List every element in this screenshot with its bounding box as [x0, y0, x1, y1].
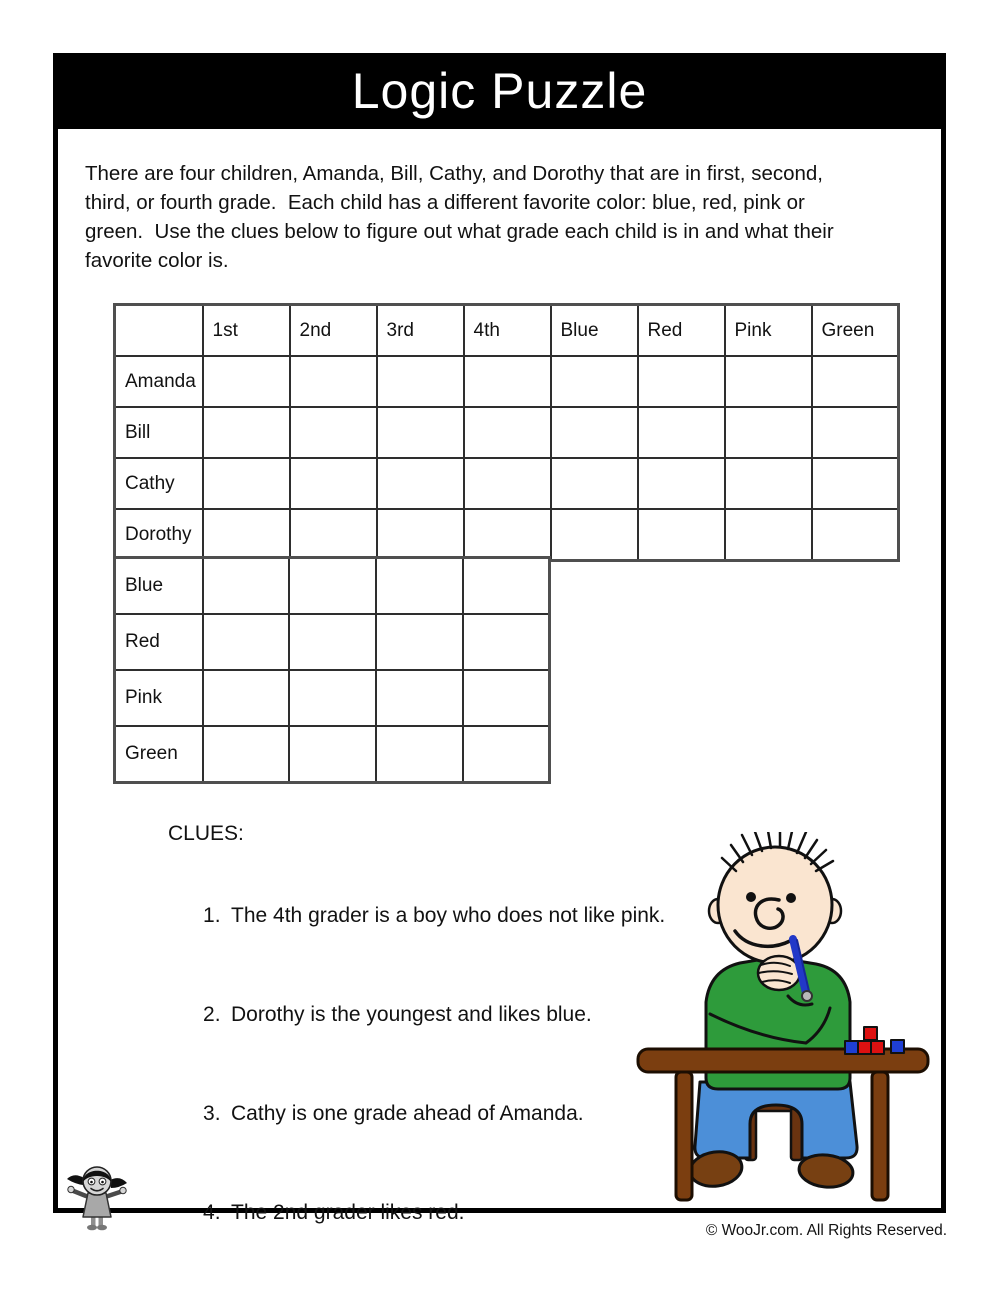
grid-cell: [289, 558, 376, 615]
grid-corner-cell: [115, 305, 203, 357]
clue-text: Dorothy is the youngest and likes blue.: [231, 1003, 592, 1026]
logic-grid-top: [113, 303, 900, 562]
row-label-amanda: Amanda: [115, 356, 203, 407]
clue-text: The 4th grader is a boy who does not like pink.: [231, 904, 666, 927]
grid-cell: [812, 458, 899, 509]
grid-cell: [464, 458, 551, 509]
clue-number: 2.: [203, 1003, 221, 1026]
grid-cell: [551, 356, 638, 407]
row-label-red: Red: [115, 614, 203, 670]
grid-cell: [463, 726, 550, 783]
intro-line: green. Use the clues below to figure out what grade each child is in and what their: [85, 220, 834, 243]
grid-cell: [290, 407, 377, 458]
grid-cell: [203, 509, 290, 561]
grid-cell: [725, 509, 812, 561]
grid-cell: [638, 407, 725, 458]
grid-cell: [203, 407, 290, 458]
grid-cell: [812, 356, 899, 407]
grid-cell: [725, 407, 812, 458]
grid-cell: [203, 670, 290, 726]
title-bar: [53, 53, 946, 129]
row-label-cathy: Cathy: [115, 458, 203, 509]
col-label-4th: 4th: [464, 305, 551, 357]
logic-grid-bottom: [113, 556, 551, 784]
grid-cell: [551, 458, 638, 509]
grid-cell: [551, 509, 638, 561]
grid-cell: [463, 670, 550, 726]
intro-line: There are four children, Amanda, Bill, Cathy, and Dorothy that are in first, second,: [85, 162, 823, 185]
grid-cell: [376, 726, 463, 783]
grid-cell: [725, 356, 812, 407]
grid-cell: [290, 356, 377, 407]
intro-paragraph: [85, 159, 935, 275]
grid-cell: [377, 356, 464, 407]
row-label-bill: Bill: [115, 407, 203, 458]
grid-cell: [463, 558, 550, 615]
grid-cell: [638, 509, 725, 561]
grid-cell: [638, 458, 725, 509]
grid-cell: [289, 726, 376, 783]
grid-row-bill: [115, 407, 899, 458]
row-label-blue: Blue: [115, 558, 203, 615]
grid-cell: [725, 458, 812, 509]
grid-row-dorothy: [115, 509, 899, 561]
grid-cell: [551, 407, 638, 458]
grid-cell: [203, 356, 290, 407]
intro-line: favorite color is.: [85, 249, 229, 272]
grid-row-red: [115, 614, 550, 670]
grid-cell: [203, 458, 290, 509]
grid-cell: [376, 670, 463, 726]
col-label-2nd: 2nd: [290, 305, 377, 357]
grid-cell: [812, 407, 899, 458]
copyright-text: © WooJr.com. All Rights Reserved.: [705, 1222, 947, 1239]
grid-cell: [376, 614, 463, 670]
boy-at-desk-illustration: [620, 832, 940, 1204]
grid-cell: [203, 726, 290, 783]
col-label-pink: Pink: [725, 305, 812, 357]
clues-heading: CLUES:: [168, 822, 244, 845]
col-label-red: Red: [638, 305, 725, 357]
grid-cell: [203, 558, 290, 615]
woojr-mascot-icon: [62, 1160, 132, 1232]
grid-cell: [203, 614, 290, 670]
clue-number: 1.: [203, 904, 221, 927]
grid-cell: [376, 558, 463, 615]
col-label-3rd: 3rd: [377, 305, 464, 357]
clue-text: The 2nd grader likes red.: [231, 1201, 465, 1224]
grid-cell: [290, 509, 377, 561]
grid-cell: [377, 407, 464, 458]
grid-row-amanda: [115, 356, 899, 407]
grid-cell: [464, 356, 551, 407]
col-label-green: Green: [812, 305, 899, 357]
grid-cell: [289, 670, 376, 726]
grid-row-green: [115, 726, 550, 783]
row-label-green: Green: [115, 726, 203, 783]
grid-row-cathy: [115, 458, 899, 509]
grid-cell: [638, 356, 725, 407]
col-label-blue: Blue: [551, 305, 638, 357]
grid-cell: [377, 509, 464, 561]
grid-cell: [463, 614, 550, 670]
row-label-dorothy: Dorothy: [115, 509, 203, 561]
grid-cell: [812, 509, 899, 561]
row-label-pink: Pink: [115, 670, 203, 726]
grid-cell: [464, 407, 551, 458]
grid-header-row: [115, 305, 899, 357]
clue-number: 4.: [203, 1201, 221, 1224]
clue-number: 3.: [203, 1102, 221, 1125]
grid-row-pink: [115, 670, 550, 726]
grid-cell: [464, 509, 551, 561]
grid-row-blue: [115, 558, 550, 615]
col-label-1st: 1st: [203, 305, 290, 357]
clue-text: Cathy is one grade ahead of Amanda.: [231, 1102, 584, 1125]
intro-line: third, or fourth grade. Each child has a different favorite color: blue, red, pink or: [85, 191, 805, 214]
page-title: Logic Puzzle: [351, 63, 648, 119]
grid-cell: [290, 458, 377, 509]
grid-cell: [377, 458, 464, 509]
grid-cell: [289, 614, 376, 670]
